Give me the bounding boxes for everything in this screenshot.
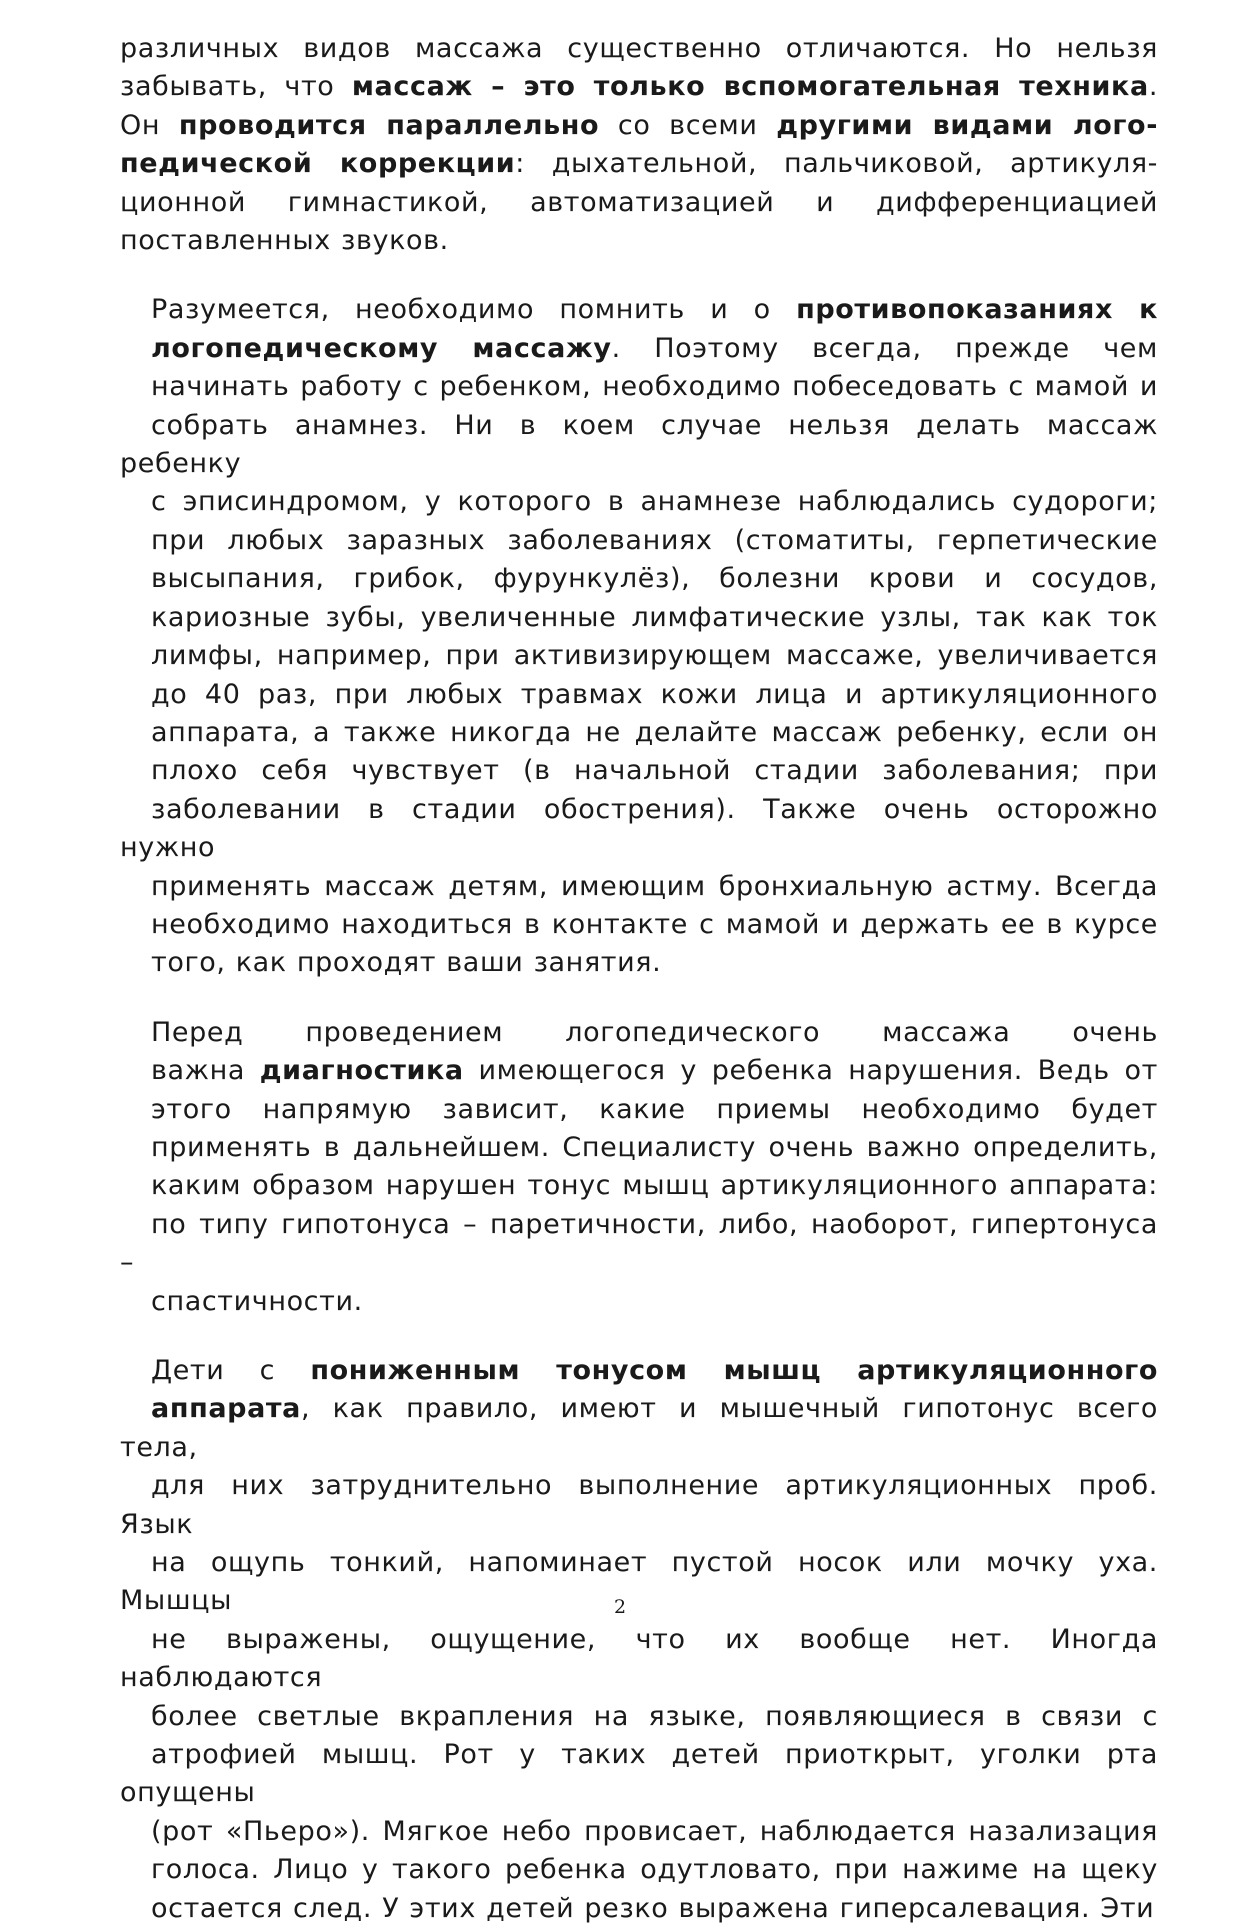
text-run: для них затруднительно выполнение артикуляционных проб. Язык — [120, 1470, 1158, 1540]
text-run: остается след. У этих детей резко выражена гиперсалевация. Эти — [151, 1892, 1155, 1924]
text-run: заболевании в стадии обострения). Также очень осторожно нужно — [120, 793, 1158, 864]
text-line — [120, 291, 1158, 329]
paragraph-hypotonus — [120, 1352, 1158, 1928]
paragraph-massage-auxiliary — [120, 30, 1158, 260]
text-line — [120, 599, 1158, 637]
text-line — [120, 1390, 1158, 1467]
text-line — [120, 68, 1158, 106]
text-run: лимфы, например, при активизирующем массаже, увеличивается — [151, 640, 1158, 672]
text-run: того, как проходят ваши занятия. — [151, 947, 662, 979]
text-line — [120, 944, 1158, 982]
text-line — [120, 145, 1158, 183]
paragraph-gap — [120, 260, 1158, 291]
page-number: 2 — [613, 1596, 627, 1618]
text-line — [120, 1890, 1158, 1928]
text-run: собрать анамнез. Ни в коем случае нельзя делать массаж ребенку — [120, 409, 1158, 480]
text-line — [120, 522, 1158, 560]
text-run: при любых заразных заболеваниях (стоматиты, герпетические — [151, 524, 1158, 556]
text-line — [120, 1091, 1158, 1129]
text-run: атрофией мышц. Рот у таких детей приоткрыт, уголки рта опущены — [120, 1739, 1158, 1809]
text-line — [120, 1206, 1158, 1283]
text-run: (рот «Пьеро»). Мягкое небо провисает, наблюдается назализация — [151, 1815, 1158, 1847]
bold-run: проводится параллельно — [178, 109, 600, 141]
text-run: этого напрямую зависит, какие приемы необходимо будет — [151, 1093, 1158, 1125]
text-line — [120, 1813, 1158, 1851]
text-run: не выражены, ощущение, что их вообще нет. Иногда наблюдаются — [120, 1623, 1158, 1694]
text-run: голоса. Лицо у такого ребенка одутловато, при нажиме на щеку — [151, 1854, 1158, 1886]
text-run: аппарата, а также никогда не делайте массаж ребенку, если он — [151, 716, 1158, 748]
paragraph-gap — [120, 983, 1158, 1014]
text-line — [120, 560, 1158, 598]
paragraph-diagnostics — [120, 1014, 1158, 1321]
text-line — [120, 637, 1158, 675]
text-line — [120, 107, 1158, 145]
text-run: . Поэтому всегда, прежде чем — [611, 332, 1158, 364]
text-run: . — [1148, 71, 1158, 103]
bold-run: массаж – это только вспомогательная техника — [351, 71, 1149, 103]
text-run: высыпания, грибок, фурункулёз), болезни крови и сосудов, — [151, 563, 1158, 595]
text-run: Разумеется, необходимо помнить и о — [151, 294, 797, 326]
bold-run: другими видами лого- — [776, 109, 1158, 141]
text-run: Дети с — [151, 1355, 311, 1386]
text-run: : дыхательной, пальчиковой, артикуля- — [515, 148, 1158, 180]
text-run: спастичности. — [151, 1285, 363, 1317]
text-line — [120, 1736, 1158, 1813]
text-line — [120, 368, 1158, 406]
text-run: имеющегося у ребенка нарушения. Ведь от — [463, 1055, 1159, 1087]
text-line — [120, 407, 1158, 484]
text-line — [120, 330, 1158, 368]
text-run: с эписиндромом, у которого в анамнезе наблюдались судороги; — [151, 486, 1158, 518]
text-line — [120, 30, 1158, 68]
text-run: применять в дальнейшем. Специалисту очень важно определить, — [151, 1131, 1158, 1163]
bold-run: педической коррекции — [120, 148, 516, 180]
text-line — [120, 483, 1158, 521]
text-line — [120, 791, 1158, 868]
text-line — [120, 1014, 1158, 1052]
text-run: ционной гимнастикой, автоматизацией и дифференциацией — [120, 186, 1158, 218]
text-run: начинать работу с ребенком, необходимо побеседовать с мамой и — [151, 371, 1158, 403]
text-run: со всеми — [599, 109, 777, 141]
text-run: поставленных звуков. — [120, 225, 449, 257]
text-line — [120, 1621, 1158, 1698]
text-line — [120, 676, 1158, 714]
text-line — [120, 1167, 1158, 1205]
text-run: , как правило, имеют и мышечный гипотонус всего тела, — [120, 1393, 1158, 1463]
text-run: плохо себя чувствует (в начальной стадии заболевания; при — [151, 755, 1158, 787]
text-run: применять массаж детям, имеющим бронхиальную астму. Всегда — [151, 870, 1158, 902]
text-run: более светлые вкрапления на языке, появляющиеся в связи с — [151, 1700, 1158, 1732]
text-run: необходимо находиться в контакте с мамой и держать ее в курсе — [151, 908, 1158, 940]
text-run: до 40 раз, при любых травмах кожи лица и артикуляционного — [151, 678, 1158, 710]
bold-run: аппарата — [151, 1393, 301, 1425]
text-run: по типу гипотонуса – паретичности, либо, наоборот, гипертонуса – — [120, 1208, 1158, 1279]
text-run: различных видов массажа существенно отличаются. Но нельзя — [120, 33, 1158, 64]
paragraph-contraindications — [120, 291, 1158, 982]
text-line — [120, 1052, 1158, 1090]
bold-run: диагностика — [259, 1055, 464, 1087]
text-run: на ощупь тонкий, напоминает пустой носок или мочку уха. Мышцы — [120, 1547, 1158, 1617]
text-line — [120, 1283, 1158, 1321]
bold-run: противопоказаниях к — [796, 294, 1159, 326]
bold-run: логопедическому массажу — [151, 332, 612, 364]
text-line — [120, 752, 1158, 790]
text-line — [120, 1467, 1158, 1544]
paragraph-gap — [120, 1321, 1158, 1352]
text-line — [120, 868, 1158, 906]
text-run: Перед проведением логопедического массажа очень — [151, 1016, 1158, 1048]
body-text — [120, 30, 1158, 1928]
text-run: кариозные зубы, увеличенные лимфатические узлы, так как ток — [151, 601, 1158, 633]
text-line — [120, 184, 1158, 222]
text-line — [120, 222, 1158, 260]
text-line — [120, 714, 1158, 752]
text-run: забывать, что — [120, 71, 352, 103]
text-line — [120, 1698, 1158, 1736]
text-line — [120, 1352, 1158, 1390]
text-line — [120, 906, 1158, 944]
text-run: Он — [120, 109, 179, 141]
text-line — [120, 1851, 1158, 1889]
text-run: каким образом нарушен тонус мышц артикуляционного аппарата: — [151, 1170, 1158, 1202]
text-run: важна — [151, 1055, 260, 1087]
bold-run: пониженным тонусом мышц артикуляционного — [310, 1355, 1158, 1386]
text-line — [120, 1129, 1158, 1167]
